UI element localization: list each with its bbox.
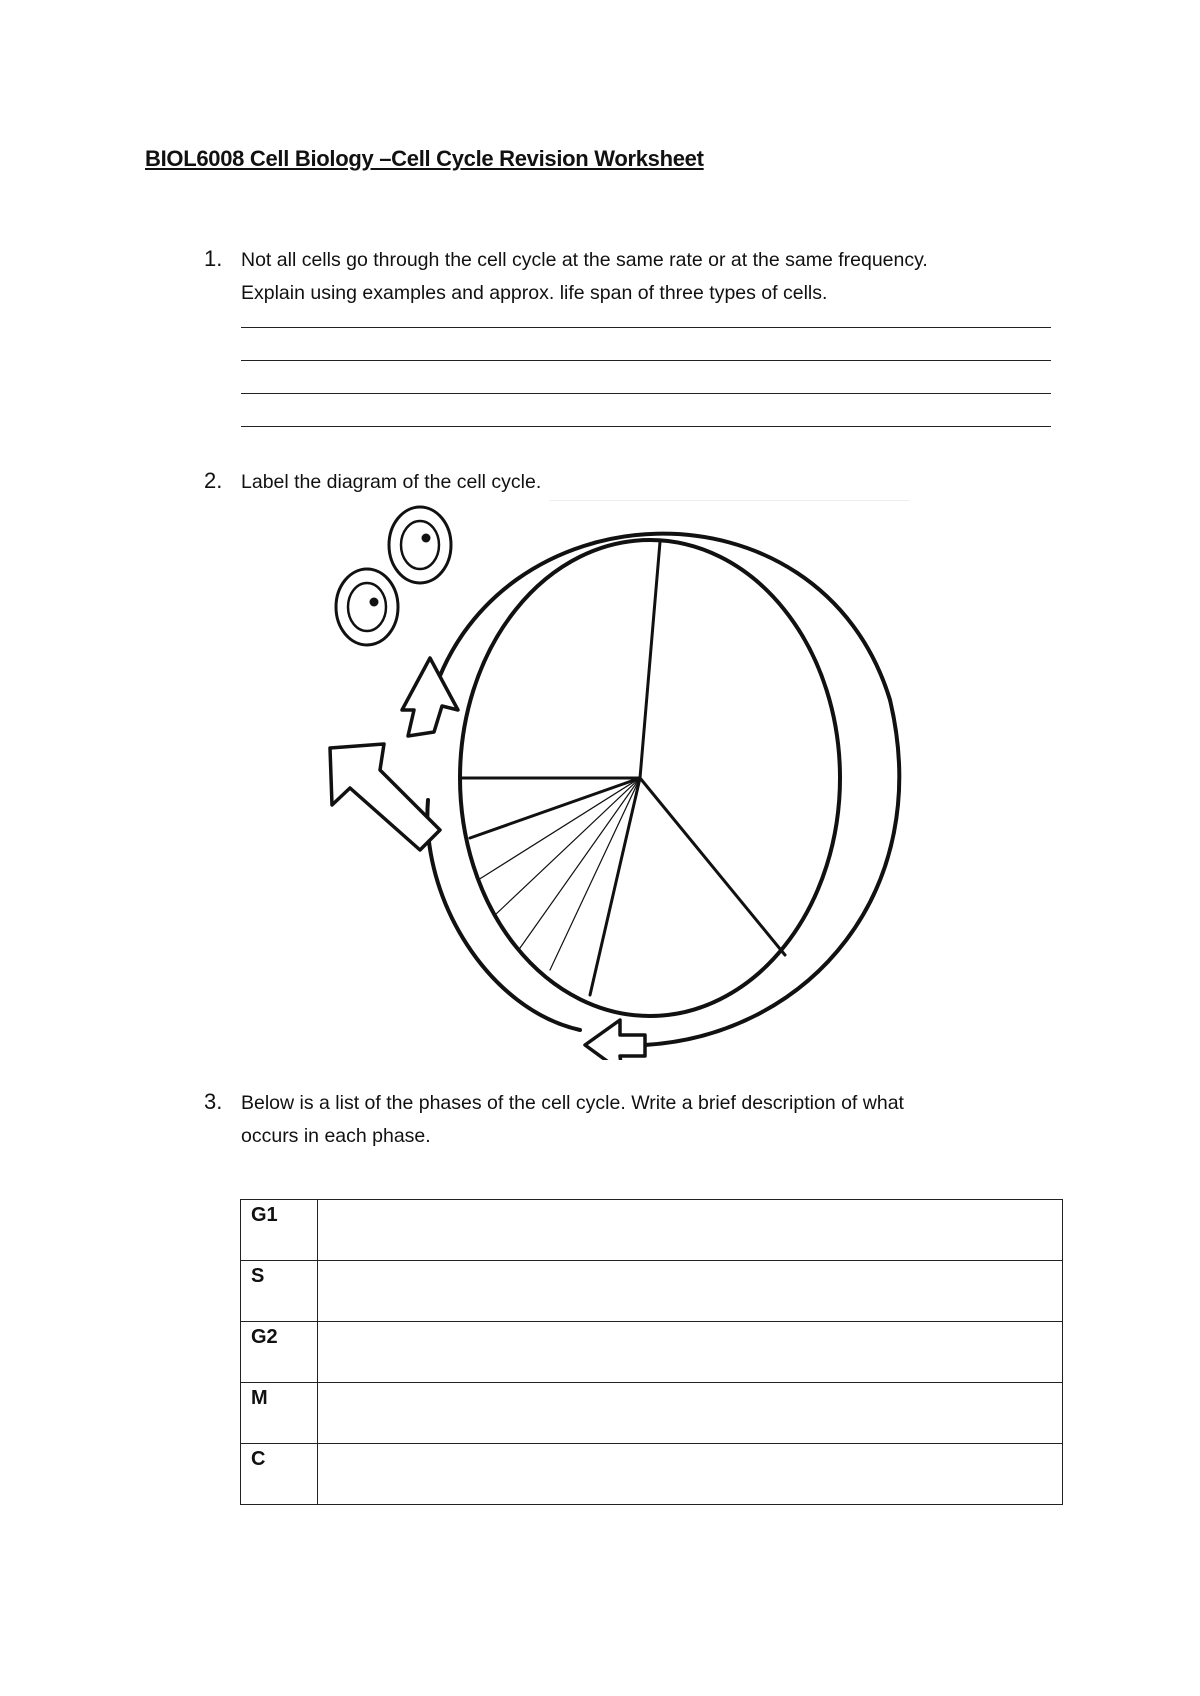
divider-s-left — [590, 778, 640, 995]
question-1-line-2: Explain using examples and approx. life span of three types of cells. — [241, 282, 828, 304]
phase-description-cell[interactable] — [318, 1444, 1063, 1505]
answer-line-3[interactable] — [241, 393, 1051, 394]
divider-s-right — [640, 778, 785, 955]
cell-cycle-diagram — [310, 500, 910, 1060]
phase-description-cell[interactable] — [318, 1261, 1063, 1322]
phase-label: G1 — [241, 1200, 318, 1261]
phase-description-cell[interactable] — [318, 1200, 1063, 1261]
phase-description-cell[interactable] — [318, 1383, 1063, 1444]
question-1-line-1: Not all cells go through the cell cycle at the same rate or at the same frequency. — [241, 249, 928, 271]
divider-g2-top — [640, 542, 660, 778]
phase-label: C — [241, 1444, 318, 1505]
question-1-number: 1. — [204, 246, 223, 271]
question-3-number: 3. — [204, 1089, 223, 1114]
table-row — [241, 1261, 1063, 1322]
daughter-cell-icon — [389, 507, 451, 583]
exit-arrow-icon — [330, 744, 440, 850]
phases-table — [240, 1199, 1063, 1505]
question-3-text — [241, 1087, 1061, 1153]
answer-line-2[interactable] — [241, 360, 1051, 361]
answer-line-1[interactable] — [241, 327, 1051, 328]
question-3-line-2: occurs in each phase. — [241, 1125, 431, 1147]
question-2-line-1: Label the diagram of the cell cycle. — [241, 471, 542, 493]
left-arrow-icon — [585, 1020, 645, 1060]
question-1-text — [241, 244, 1061, 310]
question-2-text — [241, 466, 1061, 499]
table-row — [241, 1383, 1063, 1444]
answer-line-4[interactable] — [241, 426, 1051, 427]
up-arrow-icon — [402, 658, 458, 736]
phase-label: S — [241, 1261, 318, 1322]
question-2-number: 2. — [204, 468, 223, 493]
daughter-cell-icon — [336, 569, 398, 645]
divider-m-bottom — [470, 778, 640, 838]
phase-label: G2 — [241, 1322, 318, 1383]
phase-description-cell[interactable] — [318, 1322, 1063, 1383]
worksheet-title: BIOL6008 Cell Biology –Cell Cycle Revision Worksheet — [145, 146, 704, 171]
table-row — [241, 1200, 1063, 1261]
table-row — [241, 1444, 1063, 1505]
phase-dividers — [460, 542, 785, 995]
cycle-ring — [427, 534, 899, 1045]
question-3-line-1: Below is a list of the phases of the cell cycle. Write a brief description of what — [241, 1092, 904, 1114]
table-row — [241, 1322, 1063, 1383]
phase-label: M — [241, 1383, 318, 1444]
